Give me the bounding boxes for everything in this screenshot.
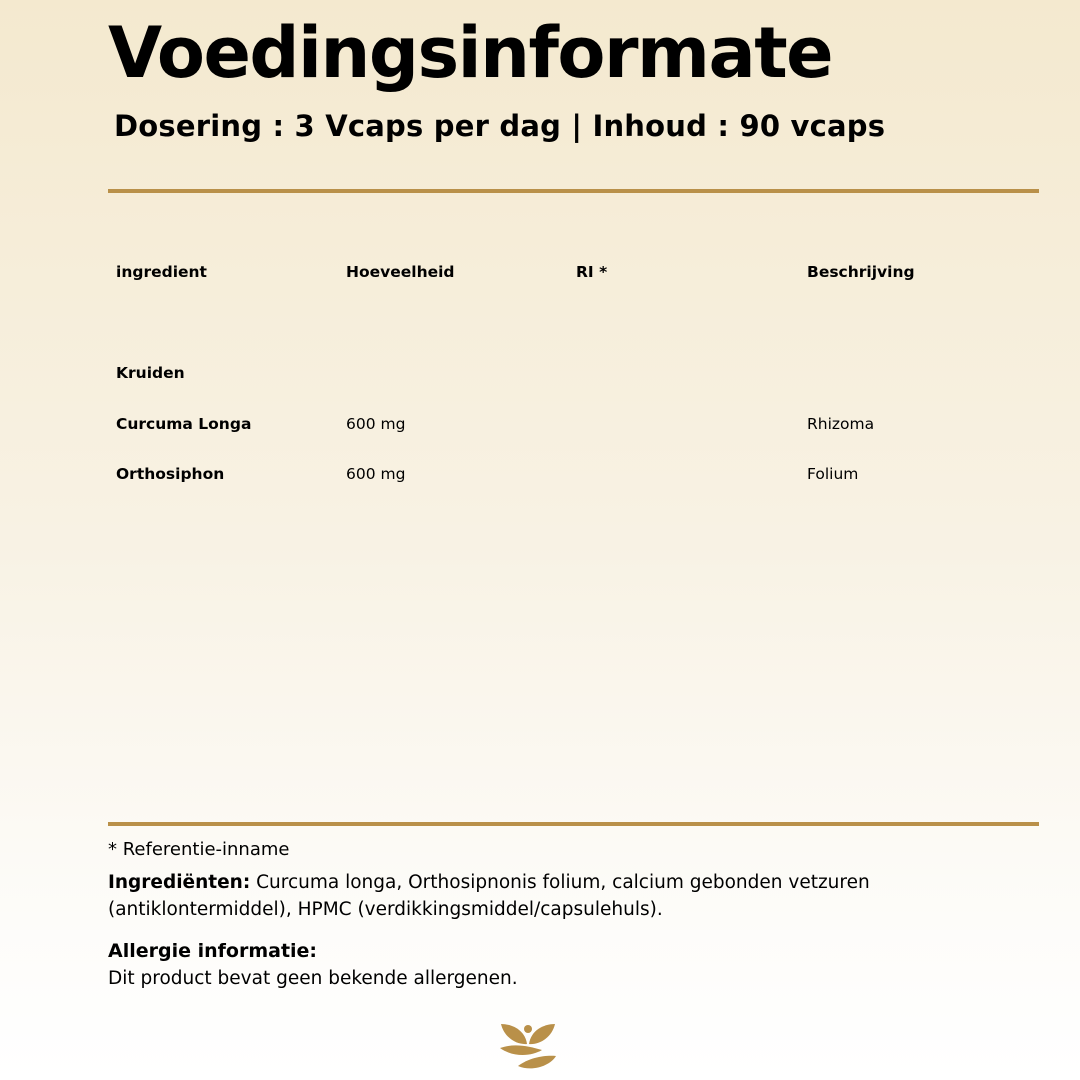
allergy-text: Dit product bevat geen bekende allergenen.	[108, 968, 518, 989]
ingredient-description: Rhizoma	[807, 415, 875, 433]
table-row	[116, 462, 1036, 486]
column-header-description: Beschrijving	[807, 263, 915, 281]
leaf-person-logo-icon	[498, 1020, 558, 1072]
ingredients-text: Curcuma longa, Orthosipnonis folium, calcium gebonden vetzuren (antiklontermiddel), HPMC (verdikkingsmiddel/capsulehuls).	[108, 872, 870, 920]
bottom-divider	[108, 822, 1039, 826]
ingredient-amount: 600 mg	[346, 465, 406, 483]
table-row	[116, 412, 1036, 436]
ri-footnote: * Referentie-inname	[108, 839, 290, 860]
ingredients-paragraph	[108, 869, 988, 923]
table-header-row	[116, 260, 1036, 284]
column-header-amount: Hoeveelheid	[346, 263, 455, 281]
ingredients-label: Ingrediënten:	[108, 872, 251, 893]
ingredient-name: Curcuma Longa	[116, 415, 252, 433]
ingredient-description: Folium	[807, 465, 859, 483]
group-label: Kruiden	[116, 364, 185, 382]
ingredient-amount: 600 mg	[346, 415, 406, 433]
page-title: Voedingsinformate	[108, 12, 833, 94]
top-divider	[108, 189, 1039, 193]
column-header-ri: RI *	[576, 263, 608, 281]
ingredient-name: Orthosiphon	[116, 465, 225, 483]
allergy-heading: Allergie informatie:	[108, 940, 318, 962]
dosage-subtitle: Dosering : 3 Vcaps per dag | Inhoud : 90 vcaps	[114, 109, 886, 143]
column-header-ingredient: ingredient	[116, 263, 207, 281]
table-group-row	[116, 361, 1036, 385]
